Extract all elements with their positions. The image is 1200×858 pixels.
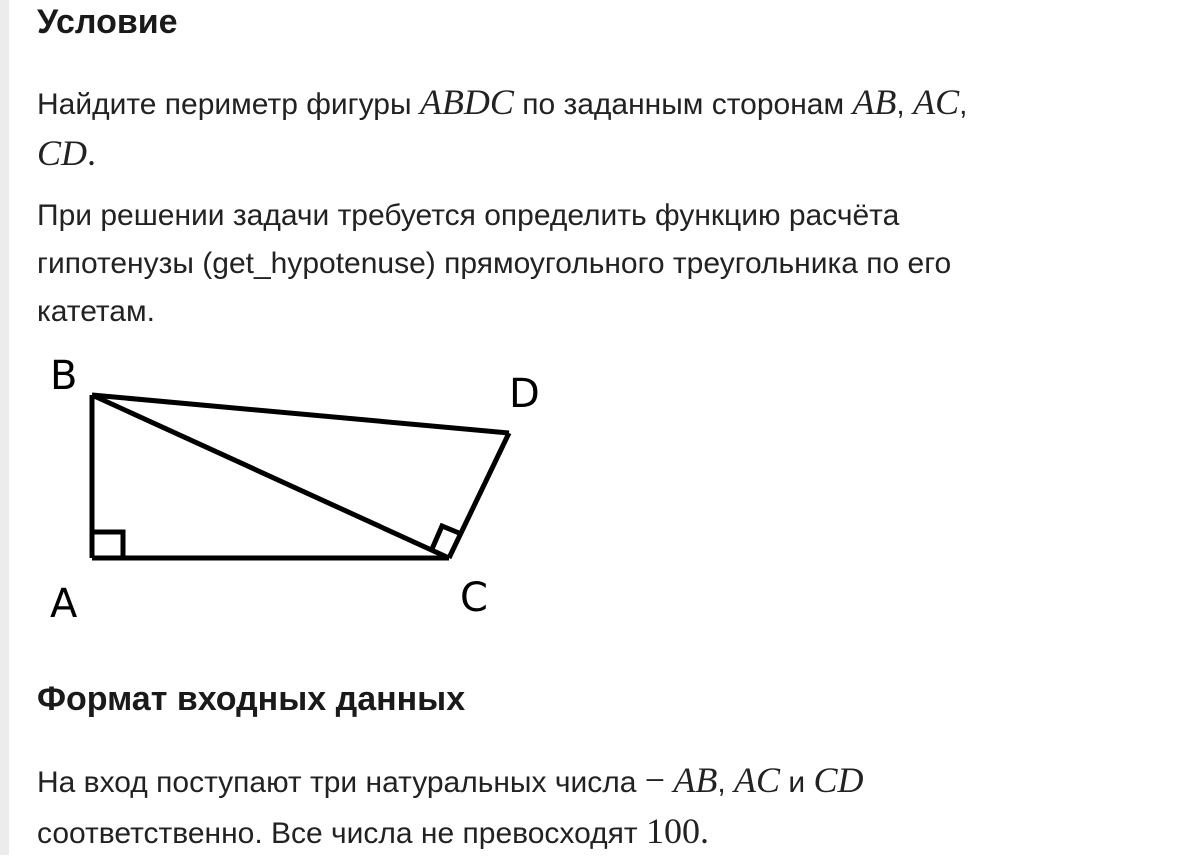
math-number: 100 [645,811,700,851]
math-cd: CD [37,133,88,173]
vertex-label-b: B [50,353,78,399]
task-period: . [87,133,97,173]
input-text: На вход поступают три натуральных числа [37,766,645,799]
side-dc [449,433,509,558]
math-figure-name: ABDC [419,82,514,122]
input-format-heading: Формат входных данных [37,680,466,718]
task-text: Найдите периметр фигуры [37,88,420,121]
task-comma: , [896,88,914,121]
task-paragraph [37,78,967,180]
side-bd [92,395,509,433]
math-cd: CD [813,760,864,800]
hint-line: катетам. [37,295,155,328]
vertex-label-a: A [50,581,78,627]
input-period: . [699,811,709,851]
hint-line: гипотенузы (get_hypotenuse) прямоугольного треугольника по его [37,247,952,280]
vertex-label-d: D [509,371,540,417]
right-angle-mark-a [92,532,123,558]
math-ab: AB [673,760,718,800]
page-left-edge [0,0,9,855]
hint-paragraph [37,192,951,336]
input-text: соответственно. Все числа не превосходят [37,817,646,850]
math-ab: AB [852,82,897,122]
vertex-label-c: C [460,575,488,621]
input-format-paragraph [37,756,864,858]
math-ac: AC [913,82,960,122]
task-text-mid: по заданным сторонам [513,88,853,121]
figure-svg [37,345,577,635]
hint-line: При решении задачи требуется определить функцию расчёта [37,199,900,232]
figure-abdc [37,345,577,635]
input-comma: , [717,766,735,799]
math-ac: AC [734,760,781,800]
condition-heading: Условие [37,3,178,41]
diagonal-bc [92,395,449,558]
task-comma: , [959,88,968,121]
math-dash: − [644,760,666,800]
input-and: и [780,766,814,799]
